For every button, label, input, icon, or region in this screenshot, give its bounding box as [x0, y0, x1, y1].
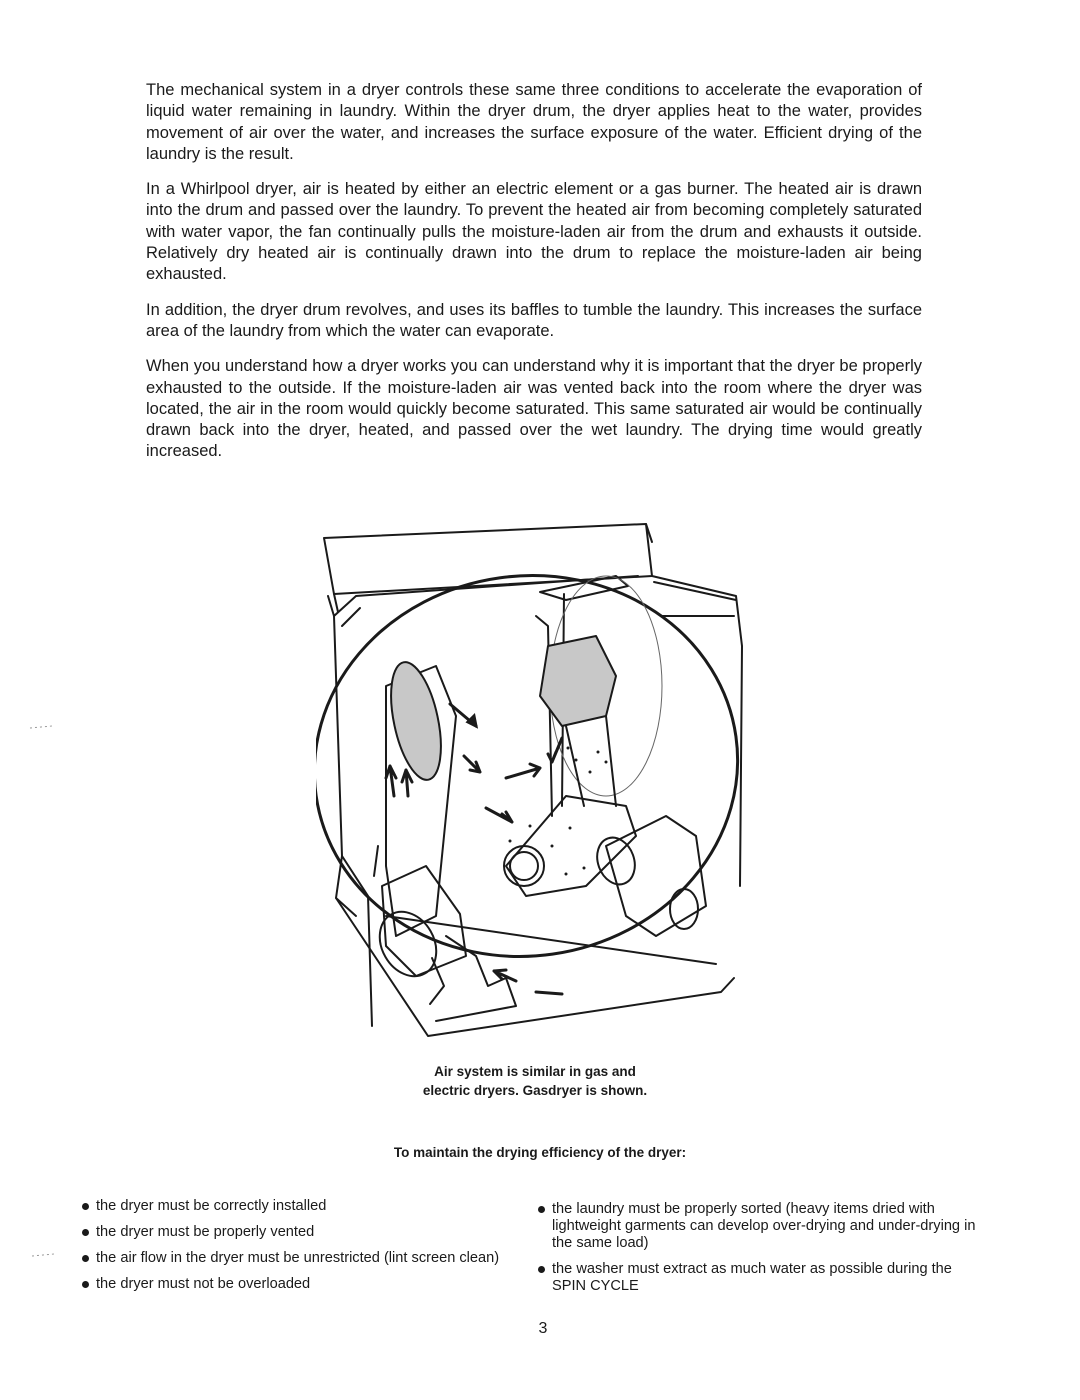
list-item: the dryer must not be overloaded	[82, 1276, 514, 1293]
scan-mark	[28, 722, 58, 732]
scan-mark	[30, 1250, 60, 1260]
list-item: the washer must extract as much water as possible during the SPIN CYCLE	[538, 1261, 988, 1295]
list-item: the laundry must be properly sorted (heavy items dried with lightweight garments can develop over-drying and under-drying in the same load)	[538, 1201, 988, 1252]
drum-rear-inlet	[540, 636, 616, 726]
dryer-cabinet-outline	[328, 596, 734, 1036]
list-item: the dryer must be correctly installed	[82, 1198, 514, 1215]
blower-motor	[606, 816, 706, 936]
dryer-airflow-diagram	[316, 516, 766, 1046]
airflow-arrow	[536, 992, 562, 994]
figure-caption-line-1: Air system is similar in gas and	[434, 1064, 636, 1079]
airflow-arrow	[464, 756, 480, 772]
airflow-arrow	[506, 764, 540, 778]
paragraph-drum-tumble: In addition, the dryer drum revolves, and uses its baffles to tumble the laundry. This increases the surface area of the laundry from which the water can evaporate.	[146, 300, 922, 340]
list-item: the dryer must be properly vented	[82, 1224, 514, 1241]
page-number: 3	[538, 1320, 548, 1337]
paragraph-dryer-conditions: The mechanical system in a dryer controls these same three conditions to accelerate the evaporation of liquid water remaining in laundry. Within the dryer drum, the dryer applies heat to the water, provides movement of air over the water, and increases the surface exposure of the water. Efficient drying of the laundry is the result.	[146, 81, 922, 163]
airflow-arrow	[386, 766, 396, 796]
paragraph-exhaust-importance: When you understand how a dryer works you can understand why it is important that the dryer be properly exhausted to the outside. If the moisture-laden air was vented back into the room where the dryer was located, the air in the room would quickly become saturated. This same saturated air would be continually drawn back into the dryer, heated, and passed over the wet laundry. The drying time would greatly increased.	[146, 357, 922, 461]
list-item: the air flow in the dryer must be unrestricted (lint screen clean)	[82, 1250, 514, 1267]
airflow-arrow	[402, 770, 412, 796]
body-text	[146, 80, 922, 477]
paragraph-heated-air: In a Whirlpool dryer, air is heated by either an electric element or a gas burner. The heated air is drawn into the drum and passed over the laundry. To prevent the heated air from becoming completely saturated with water vapor, the fan continually pulls the moisture-laden air from the drum and exhausts it outside. Relatively dry heated air is continually drawn into the drum to replace the moisture-laden air being exhausted.	[146, 180, 922, 284]
maintenance-list-right	[538, 1201, 988, 1304]
airflow-arrow	[486, 808, 512, 822]
figure-caption-line-2: electric dryers. Gasdryer is shown.	[422, 1083, 648, 1098]
maintenance-list-left	[82, 1198, 514, 1302]
maintenance-heading: To maintain the drying efficiency of the dryer:	[393, 1145, 687, 1160]
figure-caption	[330, 1062, 740, 1100]
dryer-top-panel	[324, 524, 652, 594]
